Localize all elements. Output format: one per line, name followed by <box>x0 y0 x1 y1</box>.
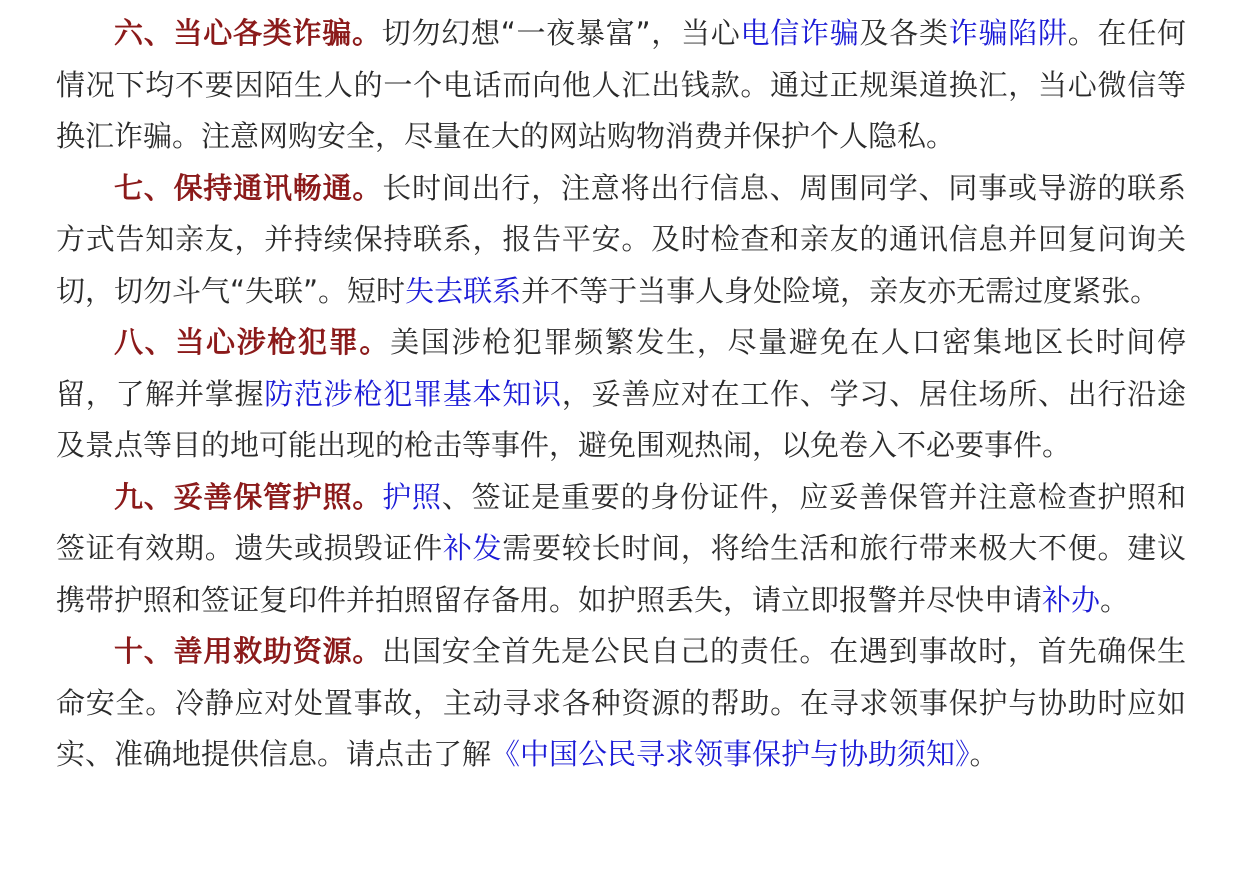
section-heading: 十、善用救助资源。 <box>114 634 383 668</box>
section-heading: 七、保持通讯畅通。 <box>114 170 383 205</box>
paragraph-assistance <box>56 626 1186 781</box>
body-text: 、签证是重要的身份证件，应妥善保管并注意检查护照和签证有效期。遗失或损毁证件 <box>56 479 1186 565</box>
section-heading: 九、妥善保管护照。 <box>114 479 383 514</box>
body-text: 。 <box>969 737 999 771</box>
body-text: 。在任何情况下均不要因陌生人的一个电话而向他人汇出钱款。通过正规渠道换汇，当心微信等换汇诈骗。注意网购安全，尽量在大的网站购物消费并保护个人隐私。 <box>56 16 1186 153</box>
section-heading: 六、当心各类诈骗。 <box>114 16 382 50</box>
link-replacement[interactable]: 补办 <box>1042 582 1101 617</box>
paragraph-communication <box>56 163 1186 318</box>
body-text: 并不等于当事人身处险境，亲友亦无需过度紧张。 <box>521 273 1160 308</box>
link-fraud-traps[interactable]: 诈骗陷阱 <box>948 16 1068 50</box>
body-text: 美国涉枪犯罪频繁发生，尽量避免在人口密集地区长时间停留，了解并掌握 <box>56 325 1186 411</box>
body-text: 切勿幻想“一夜暴富”，当心 <box>381 16 741 50</box>
body-text: 长时间出行，注意将出行信息、周围同学、同事或导游的联系方式告知亲友，并持续保持联系，报告平安。及时检查和亲友的通讯信息并回复问询关切，切勿斗气“失联”。短时 <box>56 170 1186 308</box>
body-text: 出国安全首先是公民自己的责任。在遇到事故时，首先确保生命安全。冷静应对处置事故，主动寻求各种资源的帮助。在寻求领事保护与协助时应如实、准确地提供信息。请点击了解 <box>56 634 1186 771</box>
body-text: 需要较长时间，将给生活和旅行带来极大不便。建议携带护照和签证复印件并拍照留存备用。如护照丢失，请立即报警并尽快申请 <box>56 531 1186 617</box>
section-heading: 八、当心涉枪犯罪。 <box>114 325 391 359</box>
paragraph-fraud <box>56 8 1186 163</box>
link-reissue[interactable]: 补发 <box>442 531 503 565</box>
article-body <box>56 8 1186 781</box>
body-text: 及各类 <box>859 16 949 50</box>
paragraph-gun-crime <box>56 317 1186 472</box>
link-telecom-fraud[interactable]: 电信诈骗 <box>740 16 860 50</box>
link-gun-crime-knowledge[interactable]: 防范涉枪犯罪基本知识 <box>264 376 562 411</box>
body-text: 。 <box>1100 582 1130 617</box>
link-lost-contact[interactable]: 失去联系 <box>405 273 522 308</box>
link-passport[interactable]: 护照 <box>382 479 442 514</box>
body-text: ，妥善应对在工作、学习、居住场所、出行沿途及景点等目的地可能出现的枪击等事件，避免围观热闹，以免卷入不必要事件。 <box>56 376 1186 462</box>
paragraph-passport <box>56 472 1186 627</box>
link-consular-protection-guide[interactable]: 《中国公民寻求领事保护与协助须知》 <box>491 737 970 771</box>
